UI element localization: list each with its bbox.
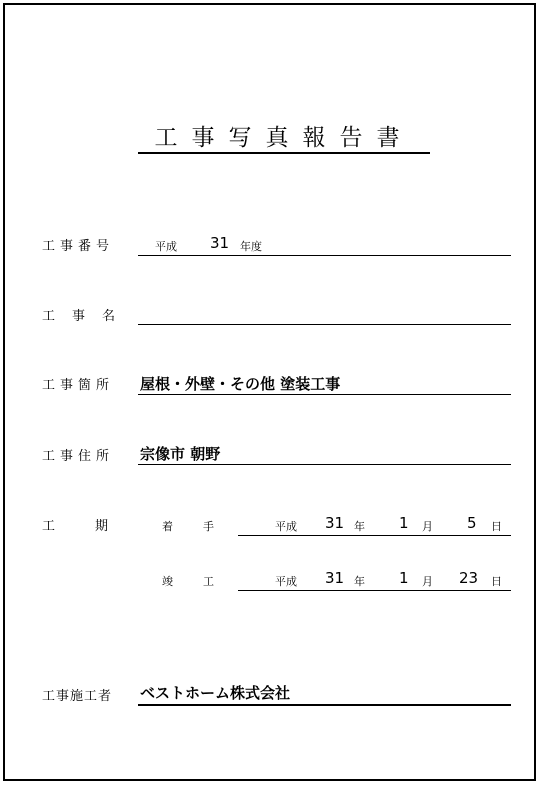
construction-address-value: 宗像市 朝野	[140, 445, 221, 463]
contractor-underline	[138, 704, 511, 706]
construction-location-value: 屋根・外壁・その他 塗装工事	[140, 375, 341, 393]
period-end-month: 1	[399, 569, 409, 587]
period-start-month: 1	[399, 514, 409, 532]
period-start-era: 平成	[275, 520, 297, 533]
period-end-year: 31	[325, 569, 345, 587]
period-end-era: 平成	[275, 575, 297, 588]
period-start-month-unit: 月	[422, 520, 433, 533]
period-start-day: 5	[467, 514, 477, 532]
period-end-day: 23	[459, 569, 479, 587]
period-start-label: 着手	[162, 520, 244, 533]
contractor-value: ベストホーム株式会社	[140, 684, 291, 702]
construction-location-underline	[138, 394, 511, 395]
period-end-day-unit: 日	[491, 575, 502, 588]
construction-number-era: 平成	[155, 240, 177, 253]
period-end-year-unit: 年	[354, 575, 365, 588]
period-end-label: 竣工	[162, 575, 244, 588]
construction-number-year-suffix: 年度	[240, 240, 262, 253]
label-construction-address: 工事住所	[42, 449, 115, 464]
label-construction-location: 工事箇所	[42, 378, 115, 393]
construction-name-underline	[138, 324, 511, 325]
label-construction-name: 工事名	[42, 309, 133, 324]
period-start-year: 31	[325, 514, 345, 532]
period-start-day-unit: 日	[491, 520, 502, 533]
label-contractor: 工事施工者	[42, 689, 113, 704]
construction-number-year: 31	[210, 234, 230, 252]
title-underline	[138, 152, 430, 154]
period-start-year-unit: 年	[354, 520, 365, 533]
label-construction-number: 工事番号	[42, 239, 115, 254]
construction-address-underline	[138, 464, 511, 465]
period-start-underline	[238, 535, 511, 536]
construction-number-underline	[138, 255, 511, 256]
document-title: 工事写真報告書	[154, 125, 414, 151]
period-end-underline	[238, 590, 511, 591]
label-construction-period: 工期	[42, 519, 149, 534]
period-end-month-unit: 月	[422, 575, 433, 588]
